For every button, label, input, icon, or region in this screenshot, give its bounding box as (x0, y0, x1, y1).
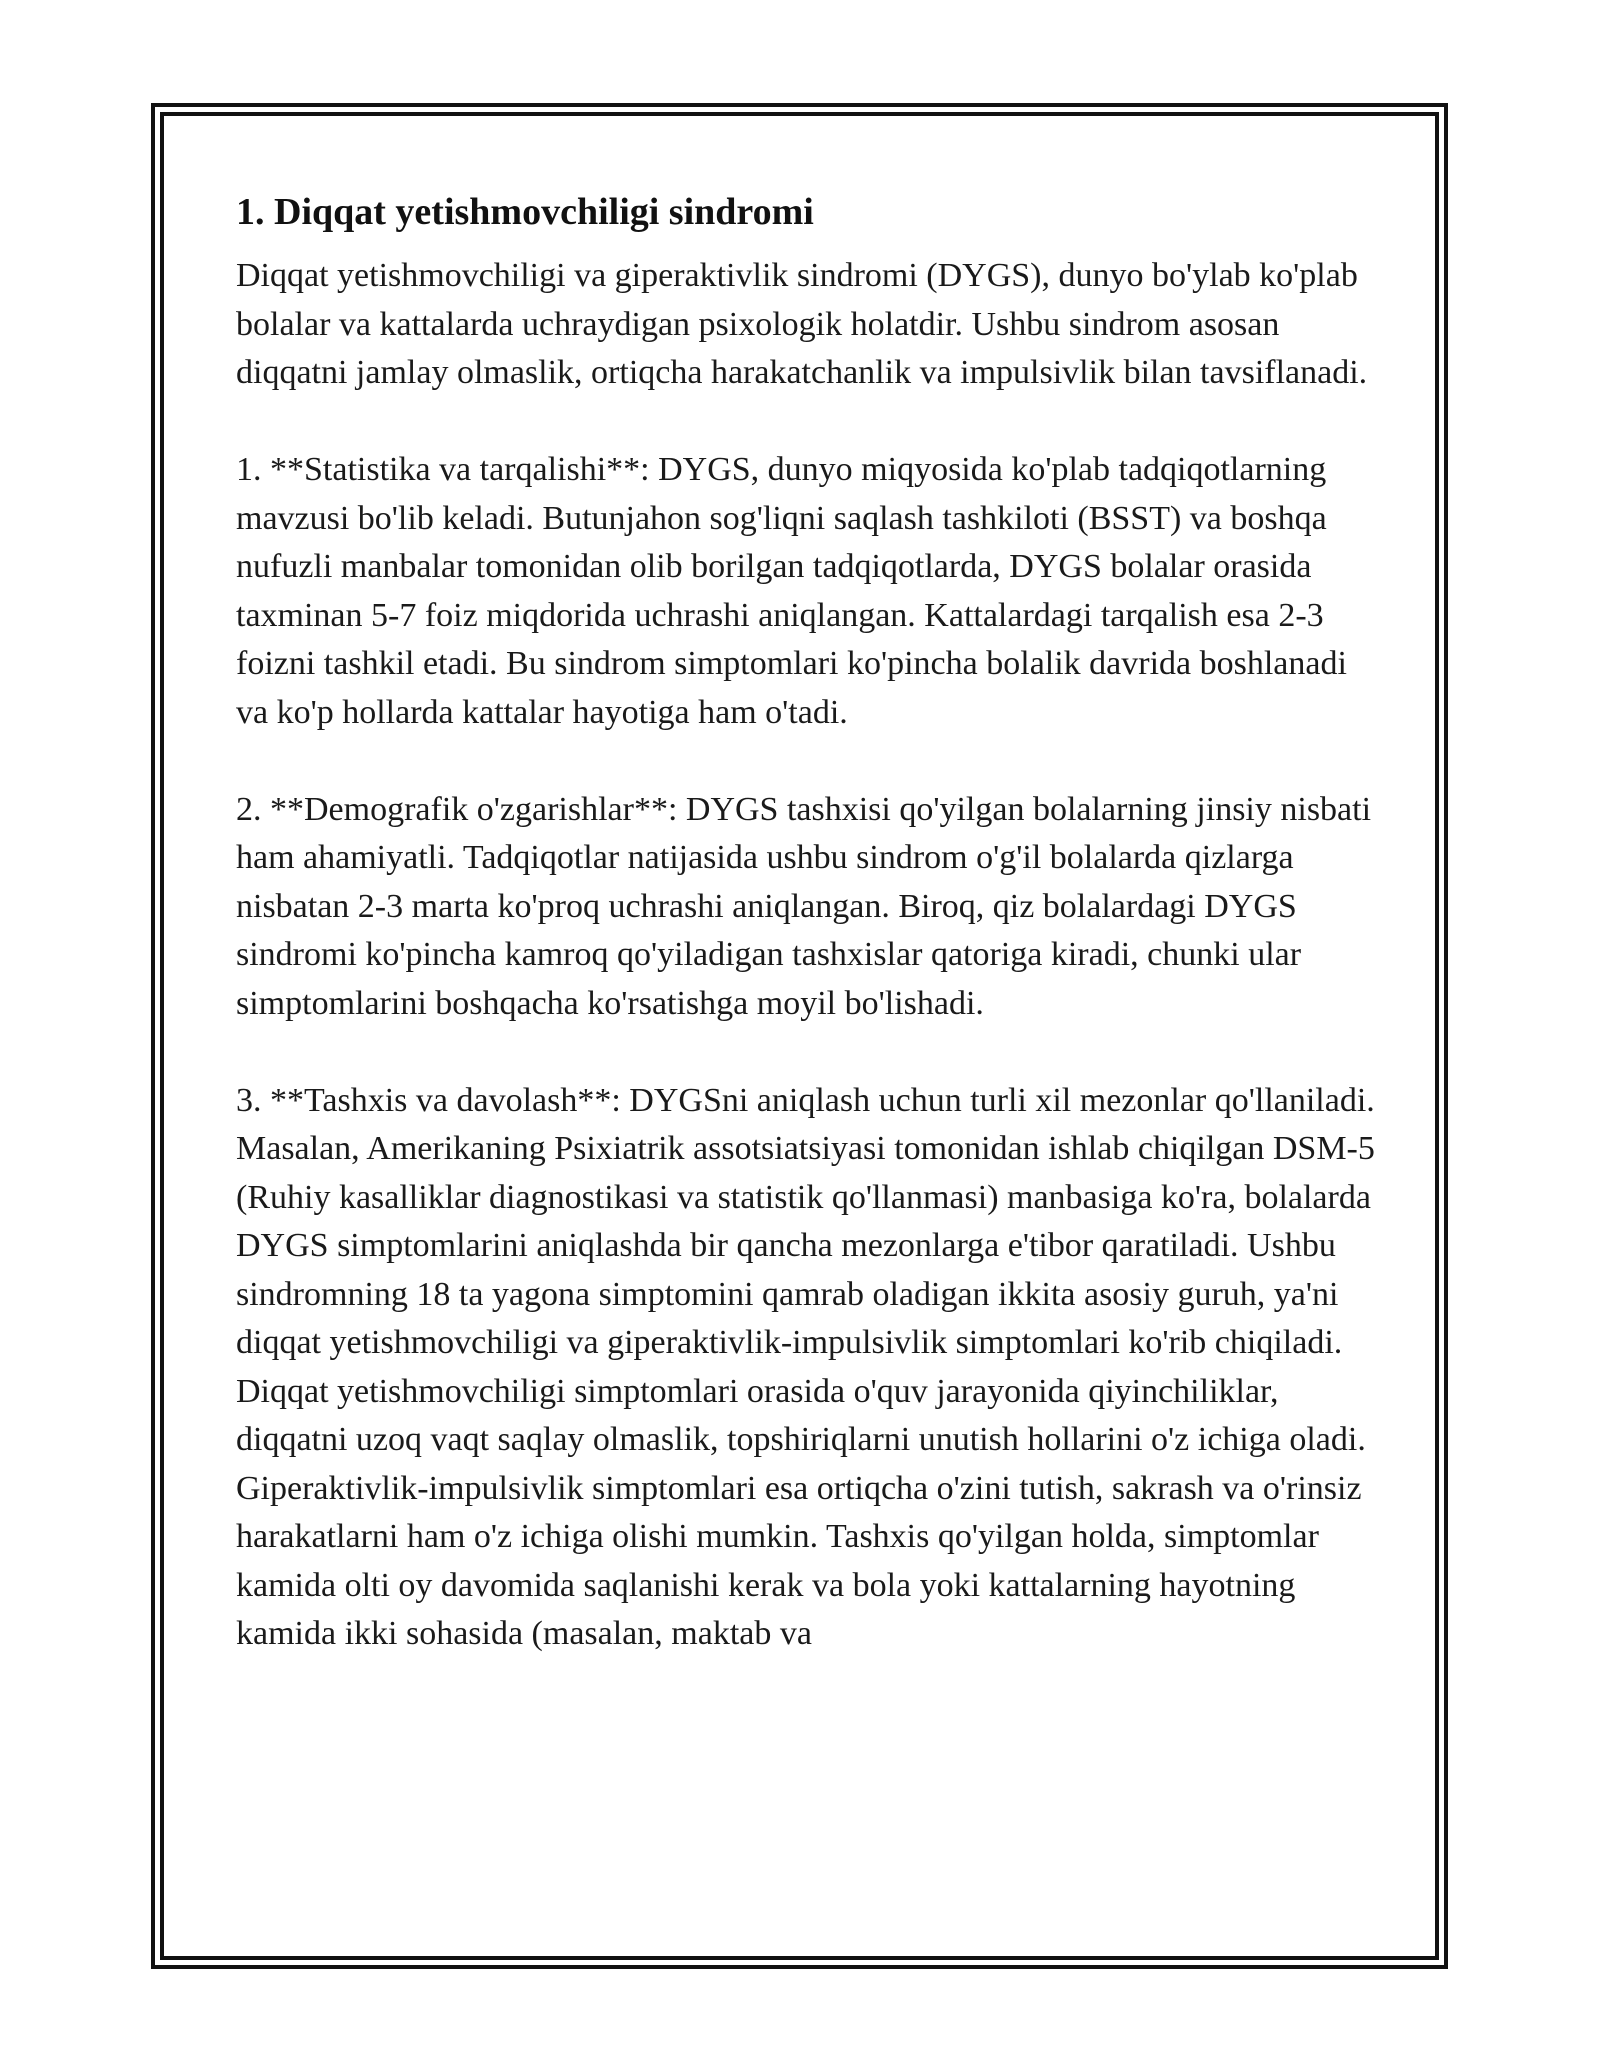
section-heading: 1. Diqqat yetishmovchiligi sindromi (236, 191, 814, 233)
intro-paragraph: Diqqat yetishmovchiligi va giperaktivlik sindromi (DYGS), dunyo bo'ylab ko'plab bolalar va kattalarda uchraydigan psixologik holatdir. Ushbu sindrom asosan diqqatni jamlay olmaslik, ortiqcha harakatchanlik va impulsivlik bilan tavsiflanadi. (236, 257, 1368, 391)
document-body (236, 188, 1376, 1659)
diagnosis-paragraph: 3. **Tashxis va davolash**: DYGSni aniqlash uchun turli xil mezonlar qo'llaniladi. Masalan, Amerikaning Psixiatrik assotsiatsiyasi tomonidan ishlab chiqilgan DSM-5 (Ruhiy kasalliklar diagnostikasi va statistik qo'llanmasi) manbasiga ko'ra, bolalarda DYGS simptomlarini aniqlashda bir qancha mezonlarga e'tibor qaratiladi. Ushbu sindromning 18 ta yagona simptomini qamrab oladigan ikkita asosiy guruh, ya'ni diqqat yetishmovchiligi va giperaktivlik-impulsivlik simptomlari ko'rib chiqiladi. Diqqat yetishmovchiligi simptomlari orasida o'quv jarayonida qiyinchiliklar, diqqatni uzoq vaqt saqlay olmaslik, topshiriqlarni unutish hollarini o'z ichiga oladi. Giperaktivlik-impulsivlik simptomlari esa ortiqcha o'zini tutish, sakrash va o'rinsiz harakatlarni ham o'z ichiga olishi mumkin. Tashxis qo'yilgan holda, simptomlar kamida olti oy davomida saqlanishi kerak va bola yoki kattalarning hayotning kamida ikki sohasida (masalan, maktab va (236, 1081, 1375, 1652)
statistics-paragraph: 1. **Statistika va tarqalishi**: DYGS, dunyo miqyosida ko'plab tadqiqotlarning mavzusi bo'lib keladi. Butunjahon sog'liqni saqlash tashkiloti (BSST) va boshqa nufuzli manbalar tomonidan olib borilgan tadqiqotlarda, DYGS bolalar orasida taxminan 5-7 foiz miqdorida uchrashi aniqlangan. Kattalardagi tarqalish esa 2-3 foizni tashkil etadi. Bu sindrom simptomlari ko'pincha bolalik davrida boshlanadi va ko'p hollarda kattalar hayotiga ham o'tadi. (236, 451, 1347, 731)
demographics-paragraph: 2. **Demografik o'zgarishlar**: DYGS tashxisi qo'yilgan bolalarning jinsiy nisbati ham ahamiyatli. Tadqiqotlar natijasida ushbu sindrom o'g'il bolalarda qizlarga nisbatan 2-3 marta ko'proq uchrashi aniqlangan. Biroq, qiz bolalardagi DYGS sindromi ko'pincha kamroq qo'yiladigan tashxislar qatoriga kiradi, chunki ular simptomlarini boshqacha ko'rsatishga moyil bo'lishadi. (236, 790, 1372, 1022)
